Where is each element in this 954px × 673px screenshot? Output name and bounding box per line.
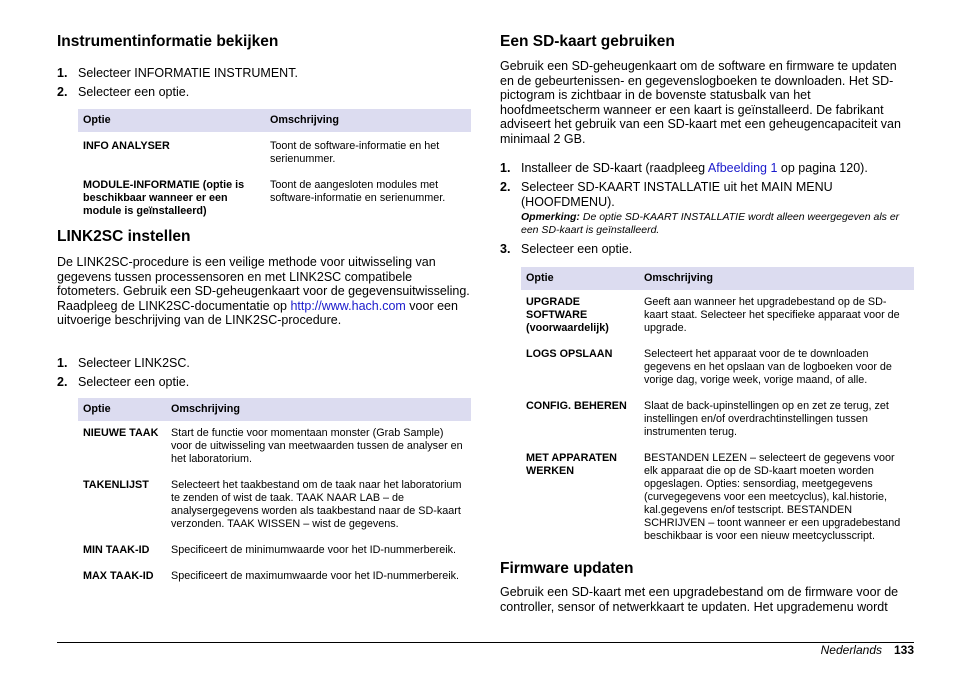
table-header-option: Optie bbox=[78, 109, 265, 132]
firmware-paragraph: Gebruik een SD-kaart met een upgradebestand om de firmware voor de controller, sensor of netwerkkaart te updaten. Het upgrademenu wordt bbox=[500, 585, 899, 614]
table-row bbox=[78, 171, 471, 223]
table-row bbox=[521, 343, 914, 395]
option-cell: MIN TAAK-ID bbox=[83, 544, 150, 556]
section-heading-sd-card: Een SD-kaart gebruiken bbox=[500, 33, 675, 50]
option-cell: MAX TAAK-ID bbox=[83, 570, 154, 582]
step-item: 2. Selecteer een optie. bbox=[57, 375, 190, 389]
description-cell: Slaat de back-upinstellingen op en zet ze terug, zet instellingen en/of overdrachtinstellingen tussen instrumenten terug. bbox=[644, 400, 889, 438]
sd-card-paragraph: Gebruik een SD-geheugenkaart om de software en firmware te updaten en de gebeurtenissen- en gegevenslogboeken te downloaden. Het SD-pictogram is zichtbaar in de bovenste statusbalk van het hoofdmeetscherm wanneer er een kaart is geïnstalleerd. De fabrikant adviseert het gebruik van een SD-kaart met een geheugencapaciteit van minimaal 2 GB. bbox=[500, 59, 901, 146]
note: Opmerking: De optie SD-KAART INSTALLATIE wordt alleen weergegeven als er een SD-kaart is geïnstalleerd. bbox=[521, 211, 900, 236]
step-item: 3. Selecteer een optie. bbox=[500, 241, 633, 256]
table-row bbox=[521, 290, 914, 343]
description-cell: Toont de aangesloten modules met software-informatie en serienummer. bbox=[270, 179, 446, 204]
footer-divider bbox=[57, 642, 914, 643]
table-header-description: Omschrijving bbox=[265, 109, 471, 132]
instrument-info-table bbox=[78, 109, 471, 223]
option-cell: UPGRADE SOFTWARE (voorwaardelijk) bbox=[526, 296, 609, 334]
table-header-row bbox=[521, 267, 914, 290]
option-cell: MODULE-INFORMATIE (optie is beschikbaar wanneer er een module is geïnstalleerd) bbox=[83, 179, 245, 217]
link2sc-steps bbox=[57, 356, 471, 394]
step-item: 2. Selecteer een optie. bbox=[57, 85, 190, 99]
description-cell: Selecteert het taakbestand om de taak naar het laboratorium te zenden of wist de taak. TAAK NAAR LAB – de analysergegevens worden als taakbestand naar de SD-kaart verzonden. TAAK WISSEN – wist de gegevens. bbox=[171, 479, 462, 530]
table-header-option: Optie bbox=[521, 267, 639, 290]
table-header-option: Optie bbox=[78, 398, 166, 421]
section-heading-instrument-info: Instrumentinformatie bekijken bbox=[57, 33, 279, 50]
figure-1-link[interactable]: Afbeelding 1 bbox=[707, 161, 778, 175]
table-row bbox=[78, 132, 471, 171]
step-item: 1. Selecteer INFORMATIE INSTRUMENT. bbox=[57, 66, 298, 80]
table-header-row bbox=[78, 398, 471, 421]
description-cell: Selecteert het apparaat voor de te downloaden gegevens en het opslaan van de logboeken voor de vorige dag, vorige week, vorige maand, of alle. bbox=[644, 348, 892, 386]
instrument-info-steps bbox=[57, 66, 471, 104]
sd-card-steps bbox=[500, 161, 914, 261]
section-heading-firmware: Firmware updaten bbox=[500, 560, 634, 577]
section-heading-link2sc: LINK2SC instellen bbox=[57, 228, 191, 245]
option-cell: LOGS OPSLAAN bbox=[526, 348, 613, 360]
option-cell: TAKENLIJST bbox=[83, 479, 149, 491]
step-item: 1. Installeer de SD-kaart (raadpleeg Afbeelding 1 op pagina 120). bbox=[500, 161, 868, 175]
description-cell: Start de functie voor momentaan monster (Grab Sample) voor de uitwisseling van meetwaarden tussen de analyser en het laboratorium. bbox=[171, 427, 463, 465]
description-cell: Toont de software-informatie en het serienummer. bbox=[270, 140, 440, 165]
description-cell: BESTANDEN LEZEN – selecteert de gegevens voor elk apparaat die op de SD-kaart moeten worden opgeslagen. Opties: sensordiag, meetgegevens (curvegegevens voor een meetcyclus), kal.historie, kal.gegevens en/of testscript. BESTANDEN SCHRIJVEN – toont wanneer er een upgradebestand beschikbaar is voor een nieuw meetcyclusscript. bbox=[644, 452, 901, 542]
table-row bbox=[521, 395, 914, 447]
description-cell: Geeft aan wanneer het upgradebestand op de SD-kaart staat. Selecteer het specifieke apparaat voor de upgrade. bbox=[644, 296, 900, 334]
link2sc-table bbox=[78, 398, 471, 588]
footer-language: Nederlands bbox=[820, 643, 882, 657]
table-row bbox=[78, 565, 471, 588]
table-header-description: Omschrijving bbox=[639, 267, 914, 290]
table-header-row bbox=[78, 109, 471, 132]
hach-website-link[interactable]: http://www.hach.com bbox=[290, 298, 406, 313]
step-item: 2. Selecteer SD-KAART INSTALLATIE uit het MAIN MENU (HOOFDMENU). Opmerking: De optie SD-KAART INSTALLATIE wordt alleen weergegeven als er een SD-kaart is geïnstalleerd. bbox=[500, 180, 914, 237]
option-cell: MET APPARATEN WERKEN bbox=[526, 452, 617, 477]
table-row bbox=[521, 447, 914, 548]
page-number: 133 bbox=[893, 643, 914, 657]
table-row bbox=[78, 539, 471, 565]
table-header-description: Omschrijving bbox=[166, 398, 471, 421]
table-row bbox=[78, 474, 471, 539]
description-cell: Specificeert de maximumwaarde voor het ID-nummerbereik. bbox=[171, 570, 460, 582]
option-cell: CONFIG. BEHEREN bbox=[526, 400, 627, 412]
description-cell: Specificeert de minimumwaarde voor het ID-nummerbereik. bbox=[171, 544, 457, 556]
option-cell: INFO ANALYSER bbox=[83, 140, 170, 152]
step-item: 1. Selecteer LINK2SC. bbox=[57, 356, 190, 370]
table-row bbox=[78, 421, 471, 474]
sd-card-table bbox=[521, 267, 914, 548]
link2sc-paragraph: De LINK2SC-procedure is een veilige methode voor uitwisseling van gegevens tussen processensoren en met LINK2SC compatibele fotometers. Gebruik een SD-geheugenkaart voor de gegevensuitwisseling. Raadpleeg de LINK2SC-documentatie op http://www.hach.com voor een uitvoerige beschrijving van de LINK2SC-procedure. bbox=[57, 255, 470, 327]
option-cell: NIEUWE TAAK bbox=[83, 427, 159, 439]
